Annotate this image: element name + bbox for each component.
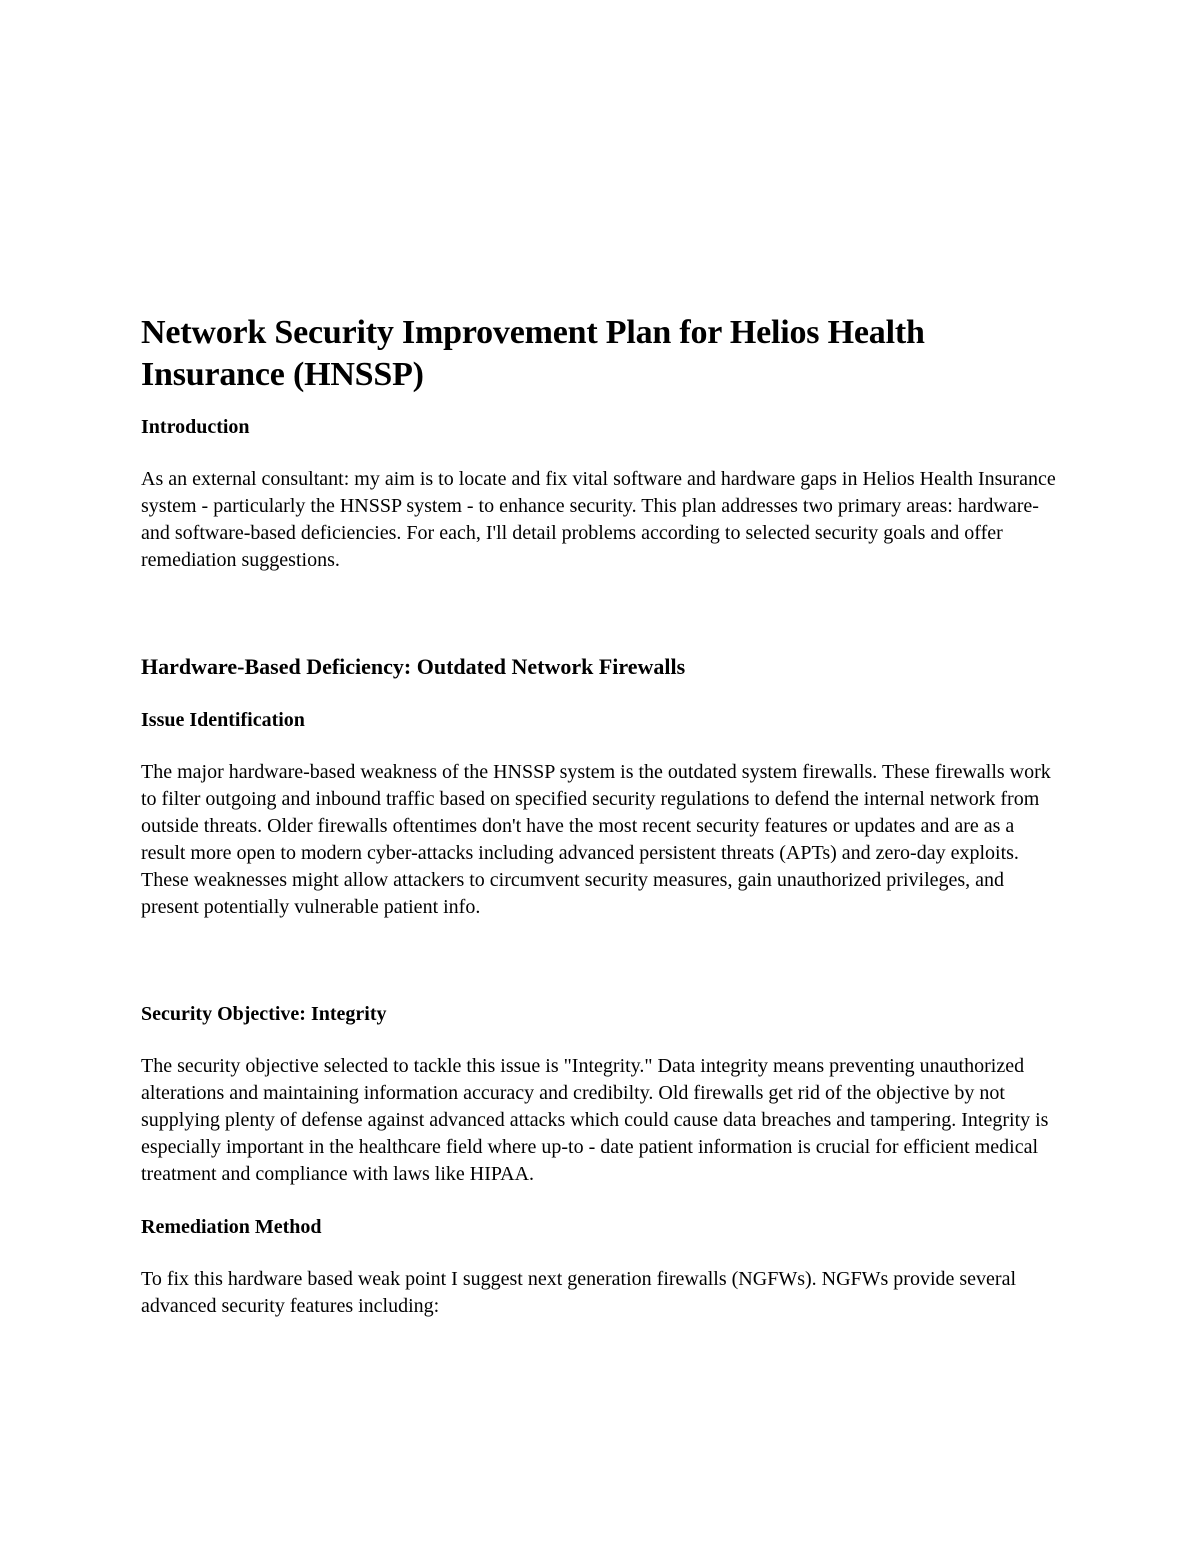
issue-identification-heading: Issue Identification bbox=[141, 709, 305, 731]
introduction-paragraph: As an external consultant: my aim is to locate and fix vital software and hardware gaps in Helios Health Insurance system - particularly the HNSSP system - to enhance security. This plan addresses two primary areas: hardware-and software-based deficiencies. For each, I'll detail problems according to selected security goals and offer remediation suggestions. bbox=[141, 468, 1056, 571]
remediation-paragraph: To fix this hardware based weak point I suggest next generation firewalls (NGFWs). NGFWs provide several advanced security features including: bbox=[141, 1268, 1017, 1317]
remediation-heading: Remediation Method bbox=[141, 1216, 322, 1238]
issue-identification-paragraph: The major hardware-based weakness of the HNSSP system is the outdated system firewalls. These firewalls work to filter outgoing and inbound traffic based on specified security regulations to defend the internal network from outside threats. Older firewalls oftentimes don't have the most recent security features or updates and are as a result more open to modern cyber-attacks including advanced persistent threats (APTs) and zero-day exploits. These weaknesses might allow attackers to circumvent security measures, gain unauthorized privileges, and present potentially vulnerable patient info. bbox=[141, 761, 1051, 918]
security-objective-heading: Security Objective: Integrity bbox=[141, 1003, 387, 1025]
introduction-heading: Introduction bbox=[141, 416, 250, 438]
document-body bbox=[141, 312, 1061, 1320]
security-objective-paragraph: The security objective selected to tackle this issue is "Integrity." Data integrity means preventing unauthorized alterations and maintaining information accuracy and credibilty. Old firewalls get rid of the objective by not supplying plenty of defense against advanced attacks which could cause data breaches and tampering. Integrity is especially important in the healthcare field where up-to - date patient information is crucial for efficient medical treatment and compliance with laws like HIPAA. bbox=[141, 1055, 1049, 1185]
document-title: Network Security Improvement Plan for Helios Health Insurance (HNSSP) bbox=[141, 314, 925, 393]
hardware-section-heading: Hardware-Based Deficiency: Outdated Network Firewalls bbox=[141, 654, 686, 679]
